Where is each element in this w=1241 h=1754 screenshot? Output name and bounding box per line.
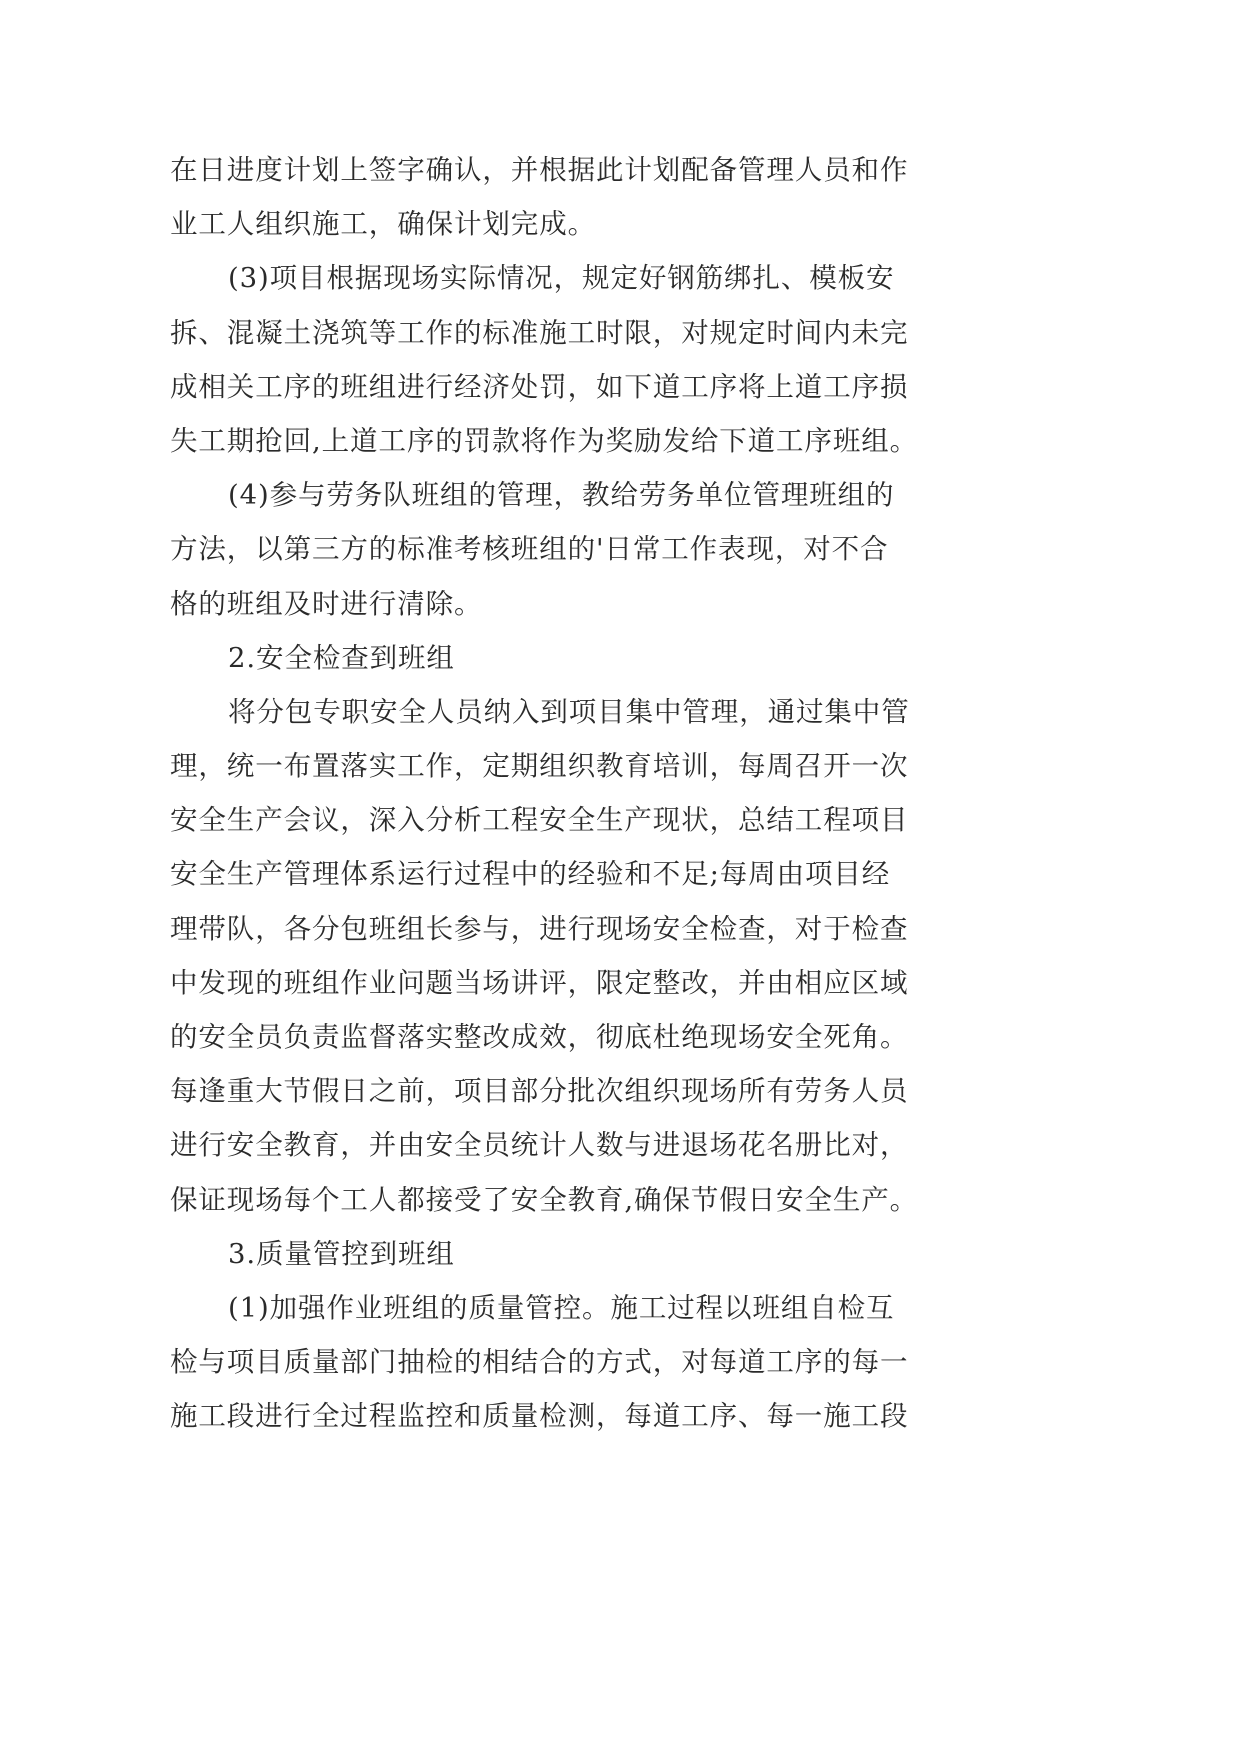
- paragraph-line: 保证现场每个工人都接受了安全教育,确保节假日安全生产。: [170, 1183, 919, 1216]
- paragraph-line: 理，统一布置落实工作，定期组织教育培训，每周召开一次: [170, 750, 909, 783]
- paragraph-line: (1)加强作业班组的质量管控。施工过程以班组自检互: [228, 1291, 895, 1324]
- paragraph-line: 方法，以第三方的标准考核班组的'日常工作表现，对不合: [170, 533, 889, 566]
- paragraph-line: 在日进度计划上签字确认，并根据此计划配备管理人员和作: [170, 154, 909, 186]
- paragraph-line: (3)项目根据现场实际情况，规定好钢筋绑扎、模板安: [228, 262, 895, 295]
- paragraph-line: 失工期抢回,上道工序的罚款将作为奖励发给下道工序班组。: [170, 424, 919, 457]
- paragraph-line: 进行安全教育，并由安全员统计人数与进退场花名册比对，: [170, 1129, 909, 1162]
- paragraph-line: 业工人组织施工，确保计划完成。: [170, 208, 596, 241]
- section-heading: 2.安全检查到班组: [228, 641, 455, 674]
- paragraph-line: 成相关工序的班组进行经济处罚，如下道工序将上道工序损: [170, 370, 909, 403]
- paragraph-line: 每逢重大节假日之前，项目部分批次组织现场所有劳务人员: [170, 1075, 909, 1108]
- paragraph-line: (4)参与劳务队班组的管理，教给劳务单位管理班组的: [228, 479, 895, 512]
- paragraph-line: 中发现的班组作业问题当场讲评，限定整改，并由相应区域: [170, 966, 909, 999]
- paragraph-line: 安全生产管理体系运行过程中的经验和不足;每周由项目经: [170, 858, 891, 891]
- section-heading: 3.质量管控到班组: [228, 1237, 455, 1270]
- paragraph-line: 理带队，各分包班组长参与，进行现场安全检查，对于检查: [170, 912, 909, 945]
- paragraph-line: 检与项目质量部门抽检的相结合的方式，对每道工序的每一: [170, 1346, 909, 1379]
- paragraph-line: 安全生产会议，深入分析工程安全生产现状，总结工程项目: [170, 804, 909, 837]
- paragraph-line: 拆、混凝土浇筑等工作的标准施工时限，对规定时间内未完: [170, 316, 909, 349]
- paragraph-line: 的安全员负责监督落实整改成效，彻底杜绝现场安全死角。: [170, 1021, 909, 1053]
- paragraph-line: 施工段进行全过程监控和质量检测，每道工序、每一施工段: [170, 1400, 909, 1433]
- document-body: [170, 143, 970, 1444]
- paragraph-line: 格的班组及时进行清除。: [170, 587, 483, 620]
- paragraph-line: 将分包专职安全人员纳入到项目集中管理，通过集中管: [228, 695, 910, 728]
